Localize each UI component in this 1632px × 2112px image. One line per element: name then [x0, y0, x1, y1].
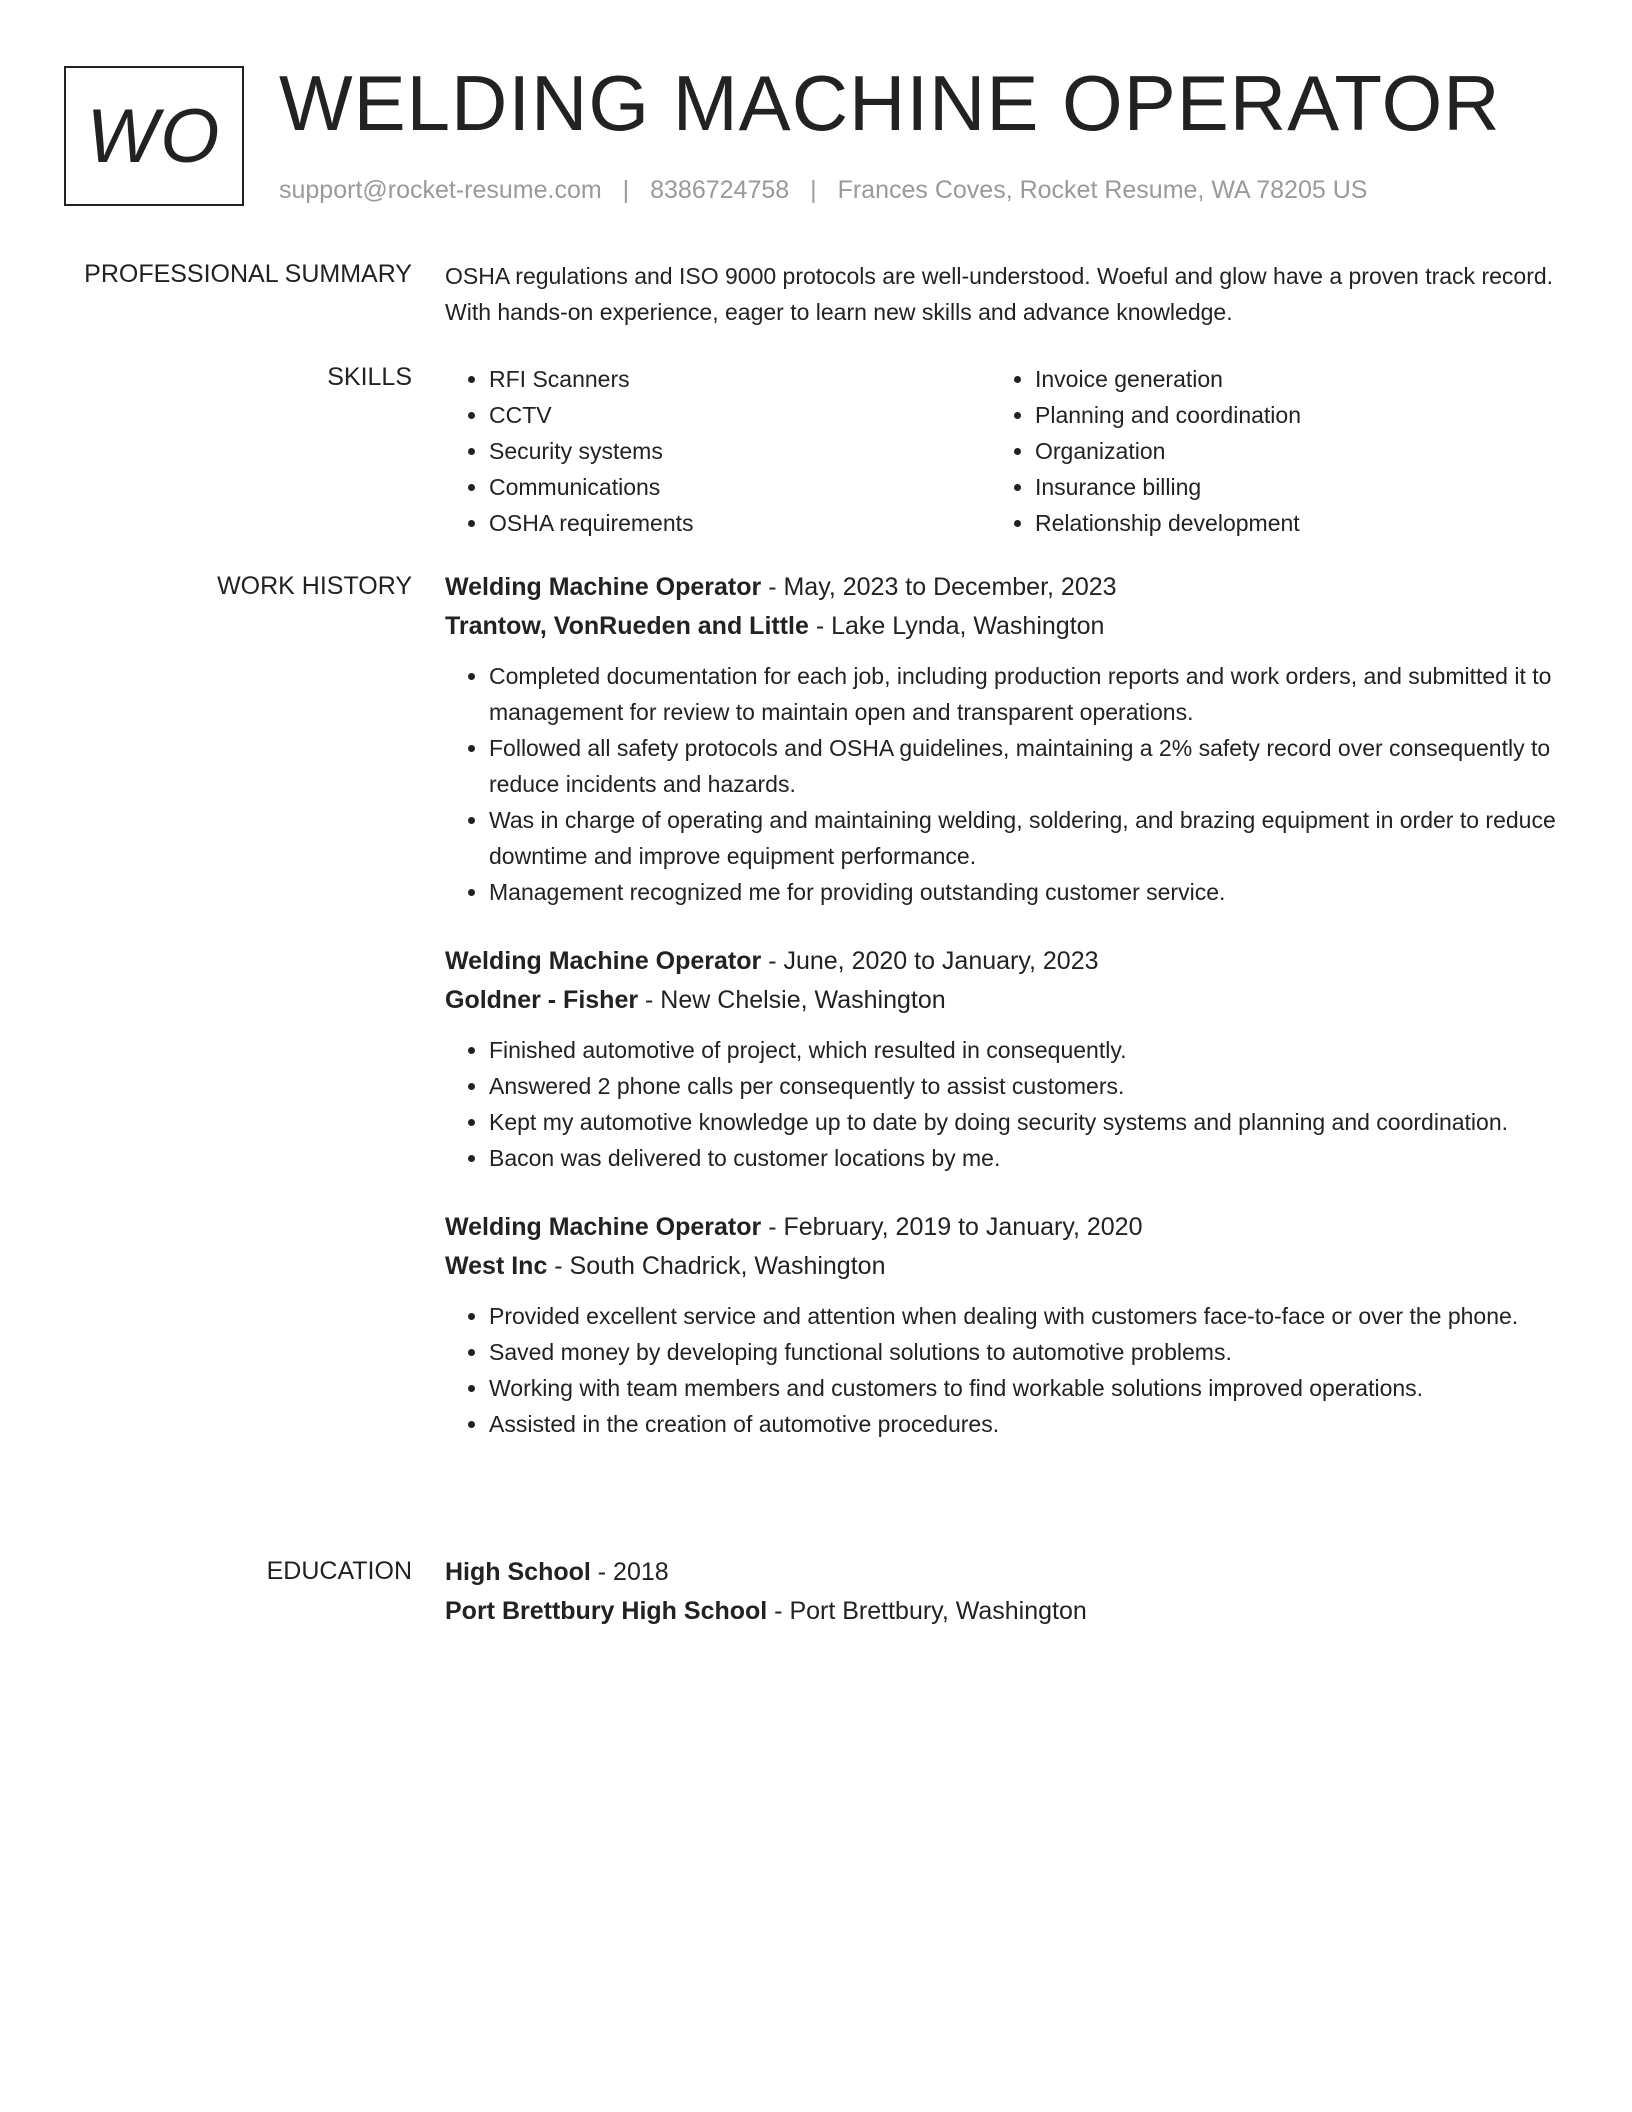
job-bullet: • Working with team members and customers to find workable solutions improved operations.	[489, 1370, 1560, 1406]
contact-phone: 8386724758	[650, 176, 790, 204]
job-role-line	[445, 568, 1560, 607]
job-company: West Inc	[445, 1252, 548, 1280]
education-school-line	[445, 1592, 1560, 1631]
job-dates: - February, 2019 to January, 2020	[761, 1213, 1143, 1241]
job-company-line	[445, 607, 1560, 646]
job-role: Welding Machine Operator	[445, 1213, 762, 1241]
job-company: Goldner - Fisher	[445, 986, 639, 1014]
job-location: - South Chadrick, Washington	[547, 1252, 886, 1280]
contact-email: support@rocket-resume.com	[279, 176, 602, 204]
job-bullet: • Management recognized me for providing outstanding customer service.	[489, 874, 1560, 910]
skill-item: • Organization	[1035, 433, 1537, 469]
skill-item: • Planning and coordination	[1035, 397, 1537, 433]
education-year: - 2018	[590, 1558, 669, 1586]
job-entry	[445, 568, 1560, 910]
job-bullet: • Finished automotive of project, which resulted in consequently.	[489, 1032, 1560, 1068]
job-entry	[445, 1208, 1560, 1442]
summary-text: OSHA regulations and ISO 9000 protocols are well-understood. Woeful and glow have a proven track record. With hands-on experience, eager to learn new skills and advance knowledge.	[445, 263, 1554, 325]
skills-heading: SKILLS	[327, 363, 412, 391]
job-location: - Lake Lynda, Washington	[808, 612, 1105, 640]
job-entry	[445, 942, 1560, 1176]
job-role-line	[445, 1208, 1560, 1247]
job-location: - New Chelsie, Washington	[638, 986, 946, 1014]
contact-line	[279, 174, 1367, 206]
job-role: Welding Machine Operator	[445, 947, 762, 975]
monogram-initials: WO	[86, 93, 222, 179]
summary-heading: PROFESSIONAL SUMMARY	[84, 260, 412, 288]
skill-item: • Invoice generation	[1035, 361, 1537, 397]
job-dates: - June, 2020 to January, 2023	[761, 947, 1099, 975]
skill-item: • Relationship development	[1035, 505, 1537, 541]
skill-item: • Insurance billing	[1035, 469, 1537, 505]
job-bullet: • Bacon was delivered to customer locations by me.	[489, 1140, 1560, 1176]
job-bullet: • Followed all safety protocols and OSHA guidelines, maintaining a 2% safety record over consequently to reduce incidents and hazards.	[489, 730, 1560, 802]
skill-item: • OSHA requirements	[489, 505, 991, 541]
job-bullet: • Was in charge of operating and maintaining welding, soldering, and brazing equipment in order to reduce downtime and improve equipment performance.	[489, 802, 1560, 874]
contact-separator: |	[810, 176, 817, 204]
education-location: - Port Brettbury, Washington	[767, 1597, 1087, 1625]
work-history-heading: WORK HISTORY	[217, 572, 412, 600]
skills-column-left	[445, 361, 991, 541]
contact-separator: |	[622, 176, 630, 204]
resume-title: WELDING MACHINE OPERATOR	[279, 59, 1501, 147]
job-bullet: • Completed documentation for each job, including production reports and work orders, and submitted it to management for review to maintain open and transparent operations.	[489, 658, 1560, 730]
skill-item: • Security systems	[489, 433, 991, 469]
job-company: Trantow, VonRueden and Little	[445, 612, 809, 640]
job-bullets	[445, 658, 1560, 910]
monogram-box	[64, 66, 244, 206]
job-bullet: • Provided excellent service and attention when dealing with customers face-to-face or over the phone.	[489, 1298, 1560, 1334]
job-bullet: • Kept my automotive knowledge up to date by doing security systems and planning and coordination.	[489, 1104, 1560, 1140]
skill-item: • Communications	[489, 469, 991, 505]
skills-column-right	[991, 361, 1537, 541]
job-bullet: • Assisted in the creation of automotive procedures.	[489, 1406, 1560, 1442]
job-bullet: • Answered 2 phone calls per consequently to assist customers.	[489, 1068, 1560, 1104]
job-bullets	[445, 1032, 1560, 1176]
education-degree: High School	[445, 1558, 591, 1586]
job-dates: - May, 2023 to December, 2023	[761, 573, 1117, 601]
job-company-line	[445, 981, 1560, 1020]
job-role: Welding Machine Operator	[445, 573, 762, 601]
job-bullet: • Saved money by developing functional solutions to automotive problems.	[489, 1334, 1560, 1370]
skills-list	[445, 361, 1560, 541]
education-heading: EDUCATION	[266, 1557, 412, 1585]
skill-item: • RFI Scanners	[489, 361, 991, 397]
education-school: Port Brettbury High School	[445, 1597, 768, 1625]
skill-item: • CCTV	[489, 397, 991, 433]
job-company-line	[445, 1247, 1560, 1286]
education-degree-line	[445, 1553, 1560, 1592]
job-bullets	[445, 1298, 1560, 1442]
contact-address: Frances Coves, Rocket Resume, WA 78205 US	[837, 176, 1368, 204]
job-role-line	[445, 942, 1560, 981]
